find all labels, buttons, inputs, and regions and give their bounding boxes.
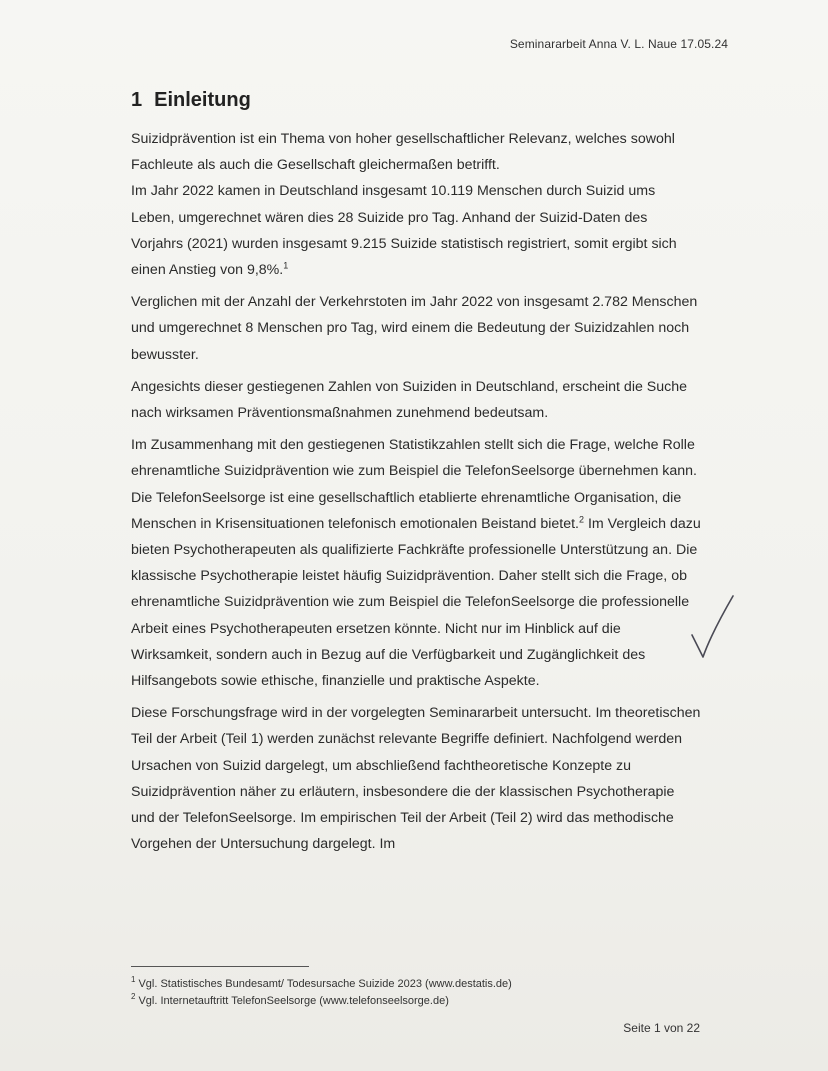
paragraph: Angesichts dieser gestiegenen Zahlen von Suiziden in Deutschland, erscheint die Suche nach wirksamen Präventionsmaßnahmen zunehmend bedeutsam.: [131, 378, 688, 422]
footnote-number: 2: [131, 992, 136, 1002]
section-title: Einleitung: [154, 89, 251, 111]
paragraph: [131, 432, 701, 694]
paragraph-text: Im Jahr 2022 kamen in Deutschland insgesamt 10.119 Menschen durch Suizid ums Leben, umgerechnet wären dies 28 Suizide pro Tag. Anhand der Suizid-Daten des Vorjahrs (2021) wurden insgesamt 9.215 Suizide statistisch registriert, somit ergibt sich einen Anstieg von 9,8%.: [131, 183, 677, 279]
section-number: 1: [131, 89, 143, 111]
checkmark-icon: [688, 593, 736, 661]
paragraph: Verglichen mit der Anzahl der Verkehrstoten im Jahr 2022 von insgesamt 2.782 Menschen und umgerechnet 8 Menschen pro Tag, wird einem die Bedeutung der Suizidzahlen noch bewusster.: [131, 294, 698, 363]
footnotes: [131, 976, 512, 1010]
footnote-ref: 2: [578, 514, 584, 525]
page-number: Seite 1 von 22: [623, 1021, 700, 1035]
paragraph: Suizidprävention ist ein Thema von hoher gesellschaftlicher Relevanz, welches sowohl Fachleute als auch die Gesellschaft gleichermaßen betrifft.: [131, 131, 675, 174]
body-text: [131, 126, 701, 863]
footnote-text: Vgl. Statistisches Bundesamt/ Todesursache Suizide 2023 (www.destatis.de): [138, 978, 512, 990]
footnote-text: Vgl. Internetauftritt TelefonSeelsorge (www.telefonseelsorge.de): [138, 995, 449, 1007]
footnote-ref: 1: [283, 260, 289, 271]
footnote-divider: [131, 966, 309, 967]
section-heading: [131, 89, 251, 112]
running-header: Seminararbeit Anna V. L. Naue 17.05.24: [509, 37, 728, 51]
paragraph-text: Im Vergleich dazu bieten Psychotherapeuten als qualifizierte Fachkräfte professionelle Unterstützung an. Die klassische Psychotherapie leistet häufig Suizidprävention. Daher stellt sich die Frage, ob ehrenamtliche Suizidprävention wie zum Beispiel die TelefonSeelsorge die professionelle Arbeit eines Psychotherapeuten ersetzen könnte. Nicht nur im Hinblick auf die Wirksamkeit, sondern auch in Bezug auf die Verfügbarkeit und Zugänglichkeit des Hilfsangebots sowie ethische, finanzielle und praktische Aspekte.: [131, 515, 701, 690]
footnote: [131, 976, 512, 993]
footnote: [131, 993, 512, 1010]
paragraph: [131, 178, 701, 283]
paragraph-text: Im Zusammenhang mit den gestiegenen Statistikzahlen stellt sich die Frage, welche Rolle ehrenamtliche Suizidprävention wie zum Beispiel die TelefonSeelsorge übernehmen kann. Die TelefonSeelsorge ist eine gesellschaftlich etablierte ehrenamtliche Organisation, die Menschen in Krisensituationen telefonisch emotionalen Beistand bietet.: [131, 437, 698, 532]
paragraph: Diese Forschungsfrage wird in der vorgelegten Seminararbeit untersucht. Im theoretischen Teil der Arbeit (Teil 1) werden zunächst relevante Begriffe definiert. Nachfolgend werden Ursachen von Suizid dargelegt, um abschließend fachtheoretische Konzepte zu Suizidprävention näher zu erläutern, insbesondere die der klassischen Psychotherapie und der TelefonSeelsorge. Im empirischen Teil der Arbeit (Teil 2) wird das methodische Vorgehen der Untersuchung dargelegt. Im: [131, 705, 701, 853]
footnote-number: 1: [131, 975, 136, 985]
